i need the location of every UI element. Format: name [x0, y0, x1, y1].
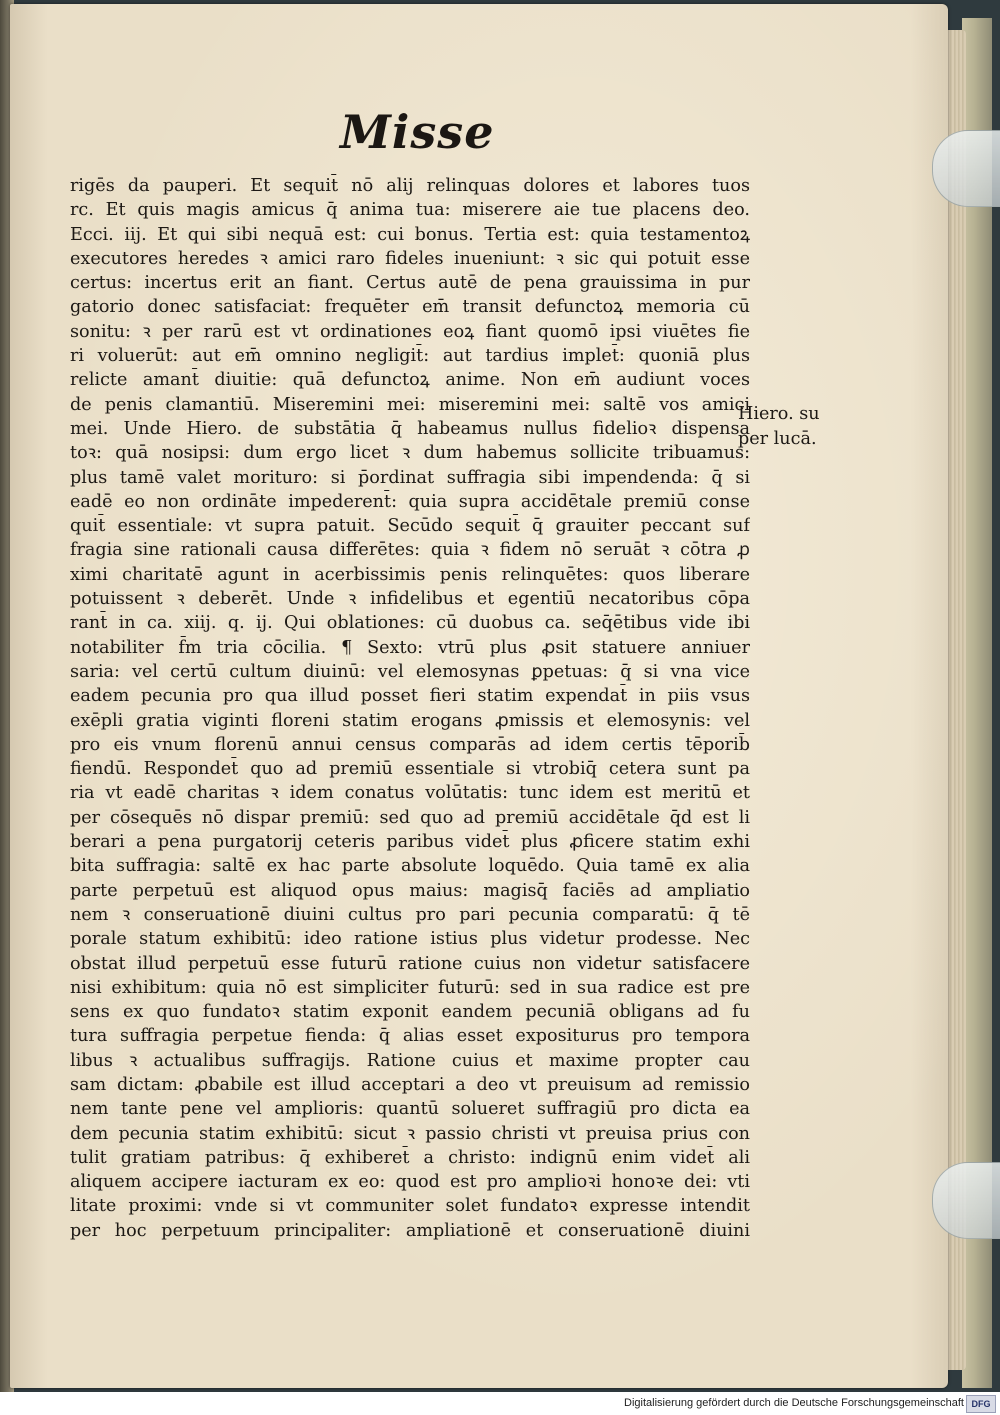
marginal-note-line: Hiero. su — [738, 404, 820, 424]
text-line: nem tante pene vel amplioris: quantū solueret suffragiū pro dicta ea — [70, 1099, 750, 1120]
text-line: rigēs da pauperi. Et sequit̄ nō alij relinquas dolores et labores tuos — [70, 176, 750, 196]
text-line: rant̄ in ca. xiij. q. ij. Qui oblationes: cū duobus ca. seq̄ētibus vide ibi — [70, 613, 750, 634]
text-line: parte perpetuū est aliquod opus maius: magisq̄ faciēs ad ampliatio — [70, 880, 750, 901]
text-line: rc. Et quis magis amicus q̄ anima tua: miserere aie tue placens deo. — [70, 200, 750, 221]
text-line: eadem pecunia pro qua illud posset fieri statim expendat̄ in piis vsus — [70, 686, 750, 707]
text-line: saria: vel certū cultum diuinū: vel elemosynas ꝑpetuas: q̄ si vna vice — [70, 661, 750, 682]
text-line: certus: incertus erit an fiant. Certus autē de pena grauissima in pur — [70, 273, 750, 294]
text-line: fragia sine rationali causa differētes: quia ꝛ fidem nō seruāt ꝛ cōtra ꝓ — [70, 540, 750, 561]
text-line: libus ꝛ actualibus suffragijs. Ratione cuius et maxime propter cau — [70, 1050, 750, 1071]
text-line: nisi exhibitum: quia nō est simpliciter futurū: sed in sua radice est pre — [70, 977, 750, 998]
text-line: sens ex quo fundatoꝛ statim exponit eandem pecuniā obligans ad fu — [70, 1002, 750, 1023]
text-line: potuissent ꝛ deberēt. Unde ꝛ infidelibus et egentiū necatoribus cōpa — [70, 589, 750, 610]
body-text — [70, 174, 750, 1243]
text-line: aliquem accipere iacturam ex eo: quod est pro amplioꝛi honoꝛe dei: vti — [70, 1172, 750, 1193]
text-line: dem pecunia statim exhibitū: sicut ꝛ passio christi vt preuisa prius con — [70, 1123, 750, 1144]
text-line: bita suffragia: saltē ex hac parte absolute loquēdo. Quia tamē ex alia — [70, 856, 750, 877]
page-clip-bottom — [932, 1162, 1000, 1239]
digitization-credit: Digitalisierung gefördert durch die Deutsche Forschungsgemeinschaft — [624, 1397, 964, 1409]
text-line: ri voluerūt: aut em̄ omnino negligit̄: aut tardius implet̄: quoniā plus — [70, 346, 750, 367]
text-line: notabiliter f̄m tria cōcilia. ¶ Sexto: vtrū plus ꝓsit statuere anniuer — [70, 637, 750, 658]
dfg-logo: DFG — [966, 1395, 996, 1413]
text-line: Ecci. iij. Et qui sibi nequā est: cui bonus. Tertia est: quia testamentoꝝ — [70, 224, 750, 245]
text-line: porale statum exhibitū: ideo ratione istius plus videtur prodesse. Nec — [70, 929, 750, 950]
text-line: tura suffragia perpetue fienda: q̄ alias esset expositurus pro tempora — [70, 1026, 750, 1047]
text-line: gatorio donec satisfaciat: frequēter em̄ transit defunctoꝝ memoria cū — [70, 297, 750, 318]
page-heading: Misse — [340, 105, 495, 159]
text-line: executores heredes ꝛ amici raro fideles inueniunt: ꝛ sic qui potuit esse — [70, 248, 750, 269]
text-line: de penis clamantiū. Miseremini mei: miseremini mei: saltē vos amici — [70, 394, 750, 415]
text-line: litate proximi: vnde si vt communiter solet fundatoꝛ expresse intendit — [70, 1196, 750, 1217]
text-line: tulit gratiam patribus: q̄ exhiberet̄ a christo: indignū enim videt̄ ali — [70, 1147, 750, 1168]
text-line: ria vt eadē charitas ꝛ idem conatus volūtatis: tunc idem est meritū et — [70, 783, 750, 804]
text-line: sonitu: ꝛ per rarū est vt ordinationes eoꝝ fiant quomō ipsi viuētes fie — [70, 321, 750, 342]
text-line: mei. Unde Hiero. de substātia q̄ habeamus nullus fidelioꝛ dispensa — [70, 418, 750, 439]
text-line: sam dictam: ꝓbabile est illud acceptari a deo vt preuisum ad remissio — [70, 1074, 750, 1095]
text-line: pro eis vnum florenū annui census comparās ad idem certis tēporib̄ — [70, 734, 750, 755]
text-line: toꝛ: quā nosipsi: dum ergo licet ꝛ dum habemus sollicite tribuamus: — [70, 443, 750, 464]
text-line: obstat illud perpetuū esse futurū ratione cuius non videtur satisfacere — [70, 953, 750, 974]
text-line: ximi charitatē agunt in acerbissimis penis relinquētes: quos liberare — [70, 564, 750, 585]
text-line: berari a pena purgatorij ceteris paribus videt̄ plus ꝓficere statim exhi — [70, 832, 750, 853]
text-line: plus tamē valet morituro: si p̄ordinat suffragia sibi impendenda: q̄ si — [70, 467, 750, 488]
text-line: fiendū. Respondet̄ quo ad premiū essentiale si vtrobiq̄ cetera sunt pa — [70, 759, 750, 780]
text-line: relicte amant̄ diuitie: quā defunctoꝝ anime. Non em̄ audiunt voces — [70, 370, 750, 391]
marginal-note-line: per lucā. — [738, 429, 817, 449]
text-line: eadē eo non ordināte impederent̄: quia supra accidētale premiū conse — [70, 491, 750, 512]
text-line: quit̄ essentiale: vt supra patuit. Secūdo sequit̄ q̄ grauiter peccant suf — [70, 516, 750, 537]
text-line: per hoc perpetuum principaliter: ampliationē et conseruationē diuini — [70, 1220, 750, 1241]
text-line: per cōsequēs nō dispar premiū: sed quo ad premiū accidētale q̄d est li — [70, 807, 750, 828]
text-line: nem ꝛ conseruationē diuini cultus pro pari pecunia comparatū: q̄ tē — [70, 904, 750, 925]
marginal-note — [738, 402, 848, 452]
page-clip-top — [932, 130, 1000, 207]
text-line: exēpli gratia viginti floreni statim erogans ꝓmissis et elemosynis: vel — [70, 710, 750, 731]
